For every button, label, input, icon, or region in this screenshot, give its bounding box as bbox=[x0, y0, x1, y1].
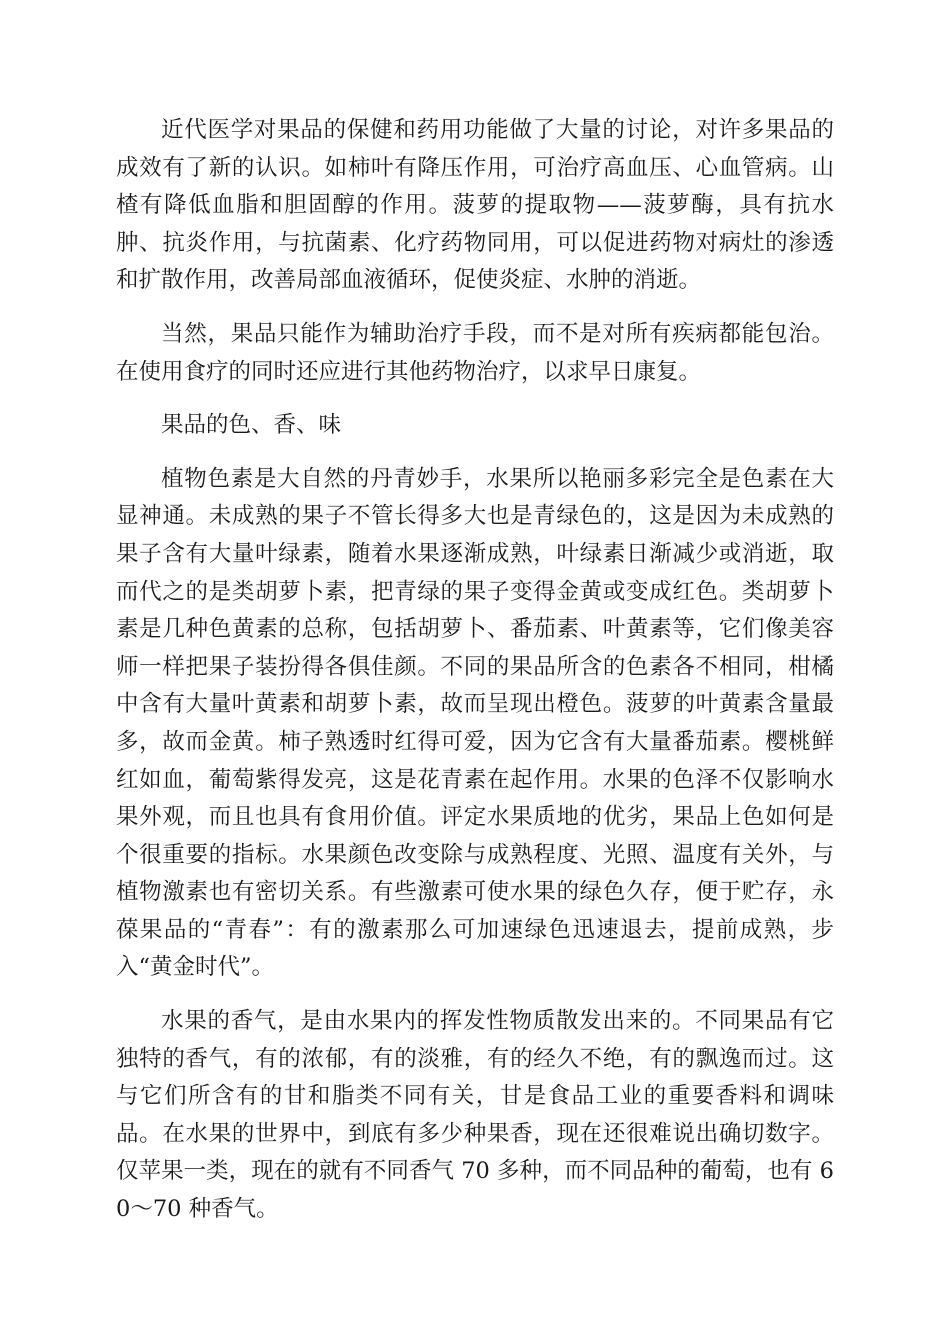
document-page bbox=[116, 112, 834, 1245]
paragraph-fruit-aroma: 水果的香气，是由水果内的挥发性物质散发出来的。不同果品有它独特的香气，有的浓郁，有的淡雅，有的经久不绝，有的飘逸而过。这与它们所含有的甘和脂类不同有关，甘是食品工业的重要香料和调味品。在水果的世界中，到底有多少种果香，现在还很难说出确切数字。仅苹果一类，现在的就有不同香气 70 多种，而不同品种的葡萄，也有 60～70 种香气。 bbox=[116, 1008, 834, 1223]
paragraph-fruit-color: 植物色素是大自然的丹青妙手，水果所以艳丽多彩完全是色素在大显神通。未成熟的果子不管长得多大也是青绿色的，这是因为未成熟的果子含有大量叶绿素，随着水果逐渐成熟，叶绿素日渐减少或消逝，取而代之的是类胡萝卜素，把青绿的果子变得金黄或变成红色。类胡萝卜素是几种色黄素的总称，包括胡萝卜、番茄素、叶黄素等，它们像美容师一样把果子装扮得各俱佳颜。不同的果品所含的色素各不相同，柑橘中含有大量叶黄素和胡萝卜素，故而呈现出橙色。菠萝的叶黄素含量最多，故而金黄。柿子熟透时红得可爱，因为它含有大量番茄素。樱桃鲜红如血，葡萄紫得发亮，这是花青素在起作用。水果的色泽不仅影响水果外观，而且也具有食用价值。评定水果质地的优劣，果品上色如何是个很重要的指标。水果颜色改变除与成熟程度、光照、温度有关外，与植物激素也有密切关系。有些激素可使水果的绿色久存，便于贮存，永葆果品的“青春”：有的激素那么可加速绿色迅速退去，提前成熟，步入“黄金时代”。 bbox=[116, 465, 834, 981]
paragraph-medical-value: 近代医学对果品的保健和药用功能做了大量的讨论，对许多果品的成效有了新的认识。如柿叶有降压作用，可治疗高血压、心血管病。山楂有降低血脂和胆固醇的作用。菠萝的提取物——菠萝酶，具有抗水肿、抗炎作用，与抗菌素、化疗药物同用，可以促进药物对病灶的渗透和扩散作用，改善局部血液循环，促使炎症、水肿的消逝。 bbox=[116, 117, 834, 294]
paragraph-auxiliary-treatment: 当然，果品只能作为辅助治疗手段，而不是对所有疾病都能包治。在使用食疗的同时还应进行其他药物治疗，以求早日康复。 bbox=[116, 320, 834, 385]
section-heading: 果品的色、香、味 bbox=[161, 412, 342, 439]
